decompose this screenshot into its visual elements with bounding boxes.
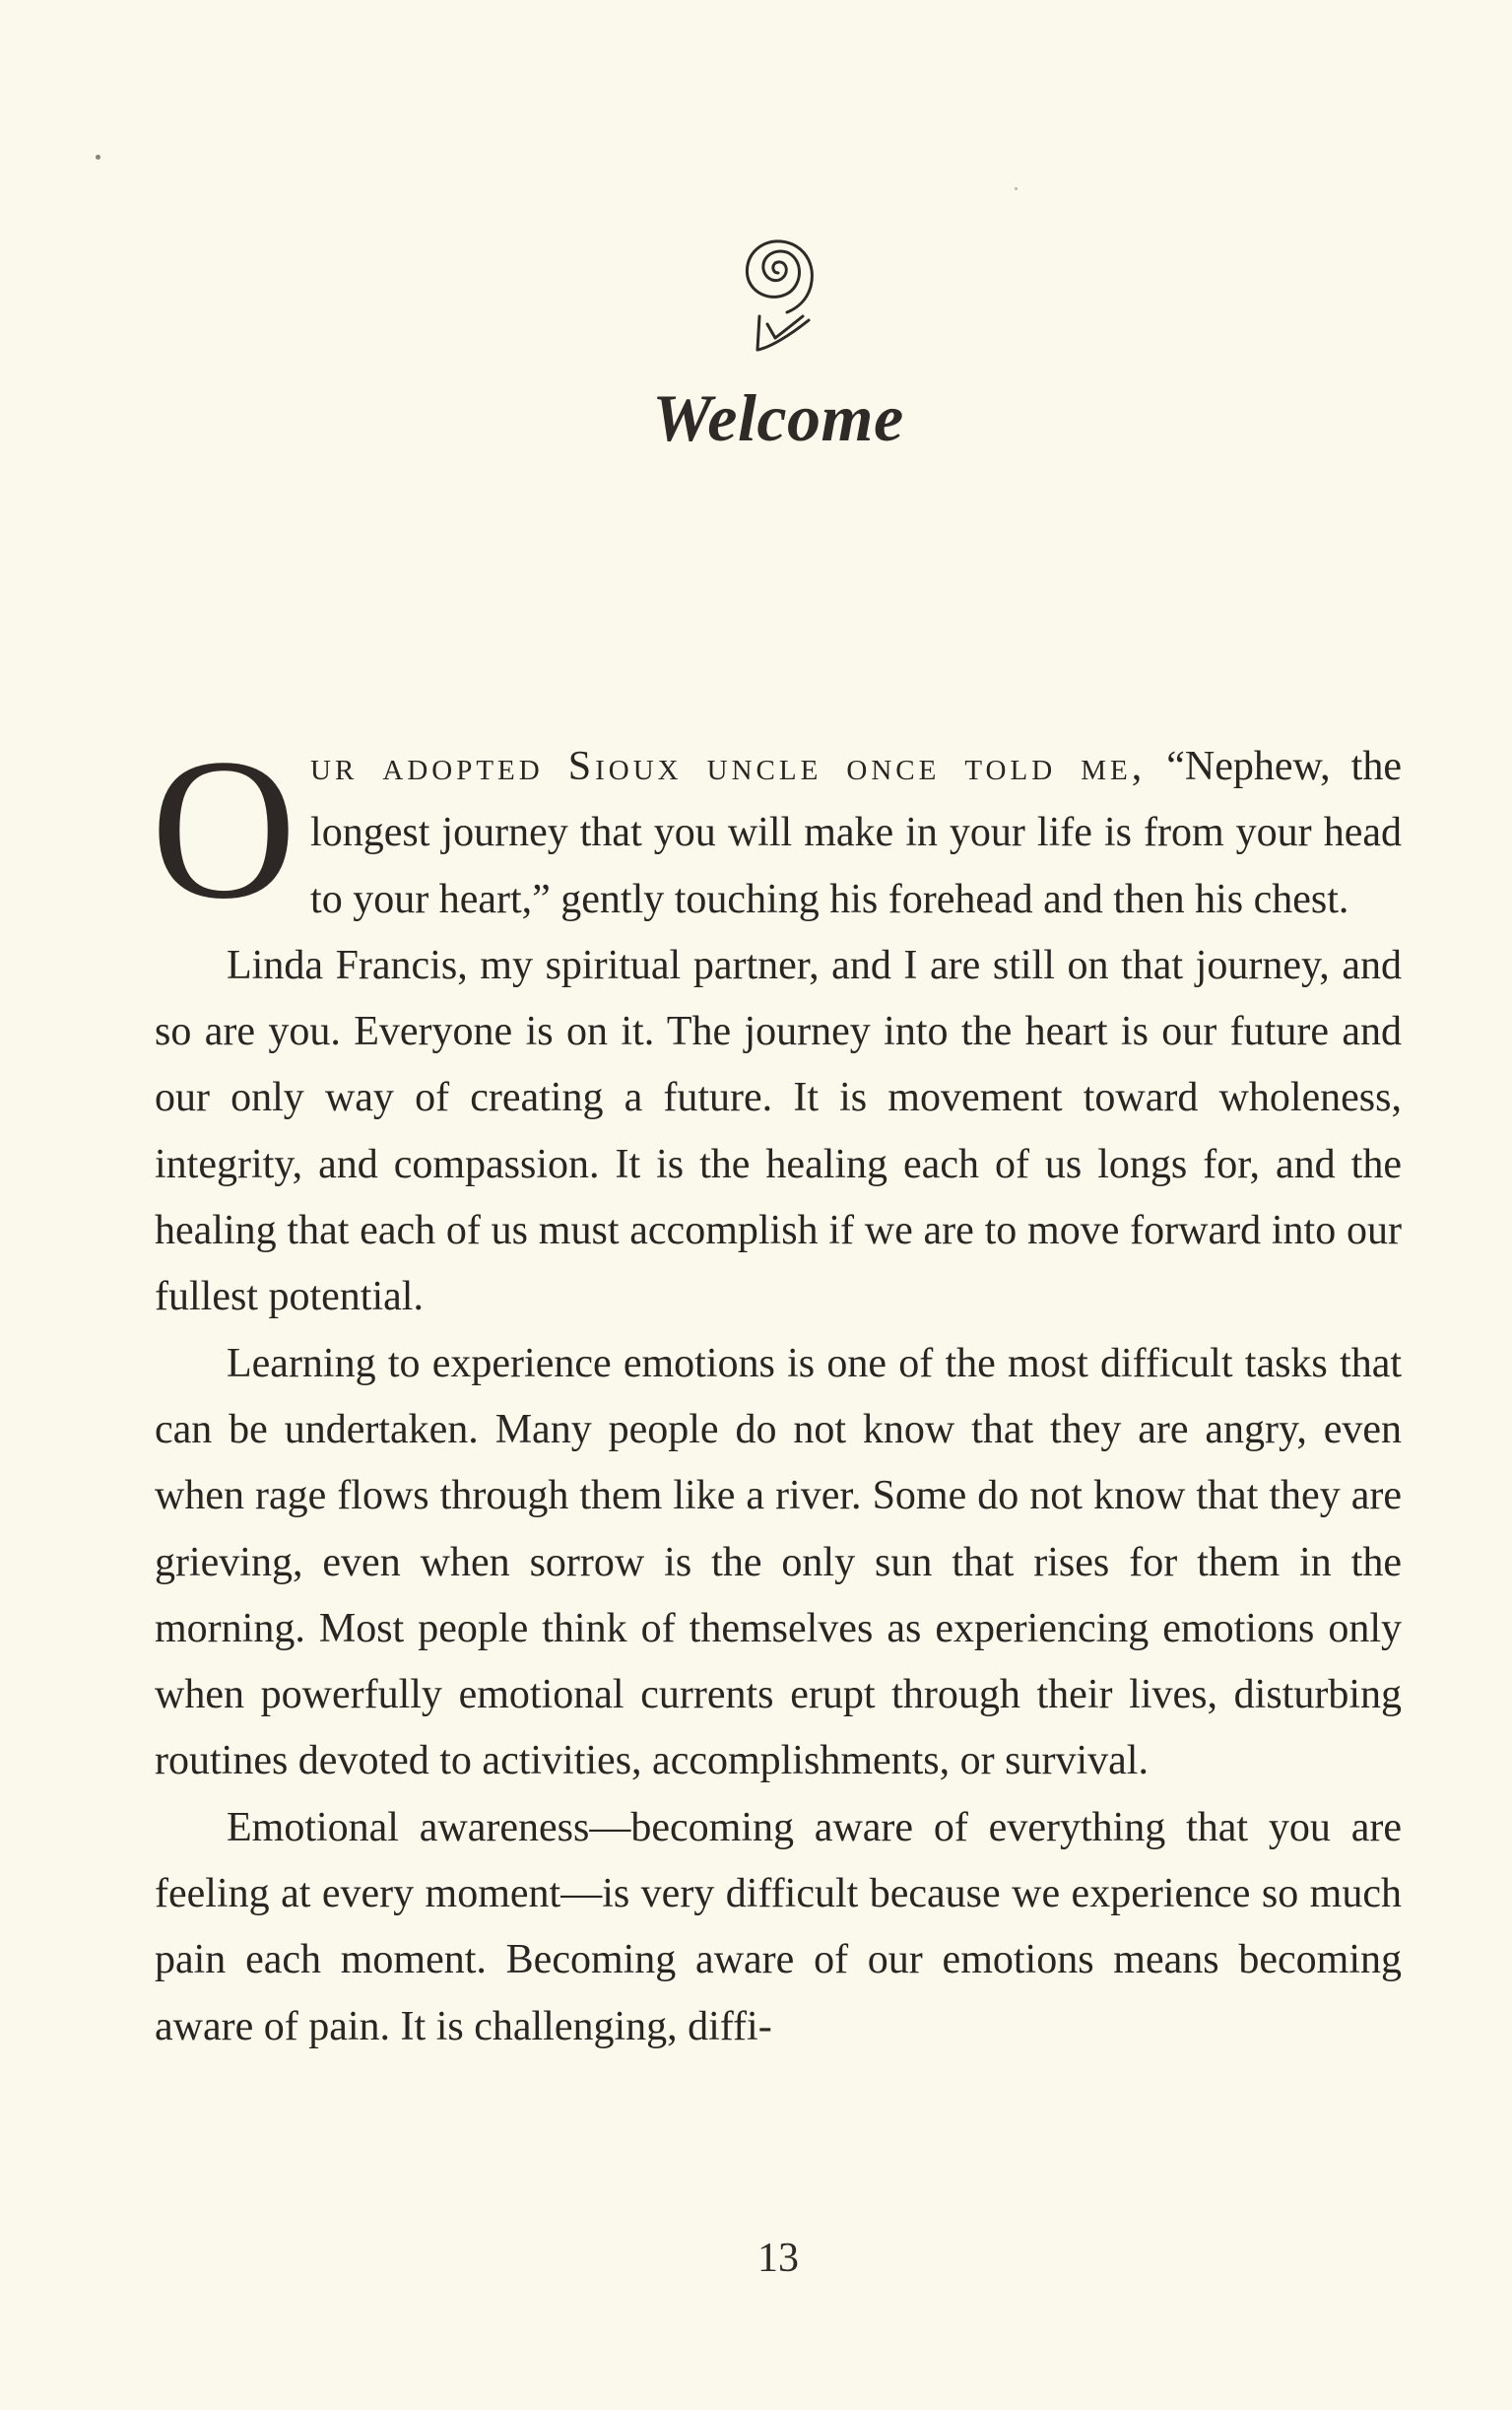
opening-small-caps: ur adopted Sioux uncle once told me, [310, 744, 1147, 789]
paragraph: Learning to experience emotions is one of the most difficult tasks that can be undertaken. Many people do not know that they are angry, even when rage flows through them like a river. Some do not know that they are grieving, even when sorrow is the only sun that rises for them in the morning. Most people think of themselves as experiencing emotions only when powerfully emotional currents erupt through their lives, disturbing routines devoted to activities, accomplishments, or survival. [155, 1340, 1402, 1784]
paragraph: Linda Francis, my spiritual partner, and I are still on that journey, and so are you. Everyone is on it. The journey into the heart is our future and our only way of creating a future. It is movement toward wholeness, integrity, and compassion. It is the healing each of us longs for, and the healing that each of us must accomplish if we are to move forward into our fullest potential. [155, 942, 1402, 1320]
drop-cap: O [151, 717, 297, 941]
chapter-title: Welcome [652, 380, 904, 455]
paragraph-text: “Nephew, the longest journey that you will make in your life is from your head to your heart,” gently touching his forehead and then his chest. [310, 744, 1402, 922]
paper-speck [96, 155, 100, 160]
body-text [151, 717, 1402, 2060]
paper-speck [1015, 187, 1018, 190]
paragraph: Emotional awareness—becoming aware of everything that you are feeling at every moment—is very difficult because we experience so much pain each moment. Becoming aware of our emotions means becoming aware of pain. It is challenging, diffi- [155, 1804, 1402, 2049]
paragraph [151, 717, 1402, 941]
spiral-heart-ornament-icon [724, 222, 832, 360]
page-number: 13 [757, 2236, 799, 2281]
